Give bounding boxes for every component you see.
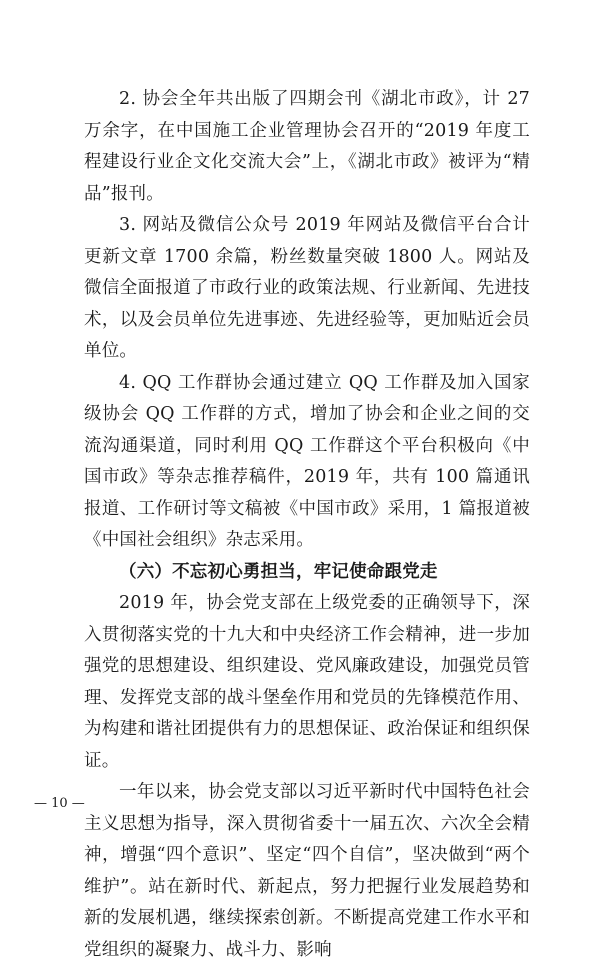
page-number: — 10 — <box>34 796 85 811</box>
paragraph-website-wechat: 3. 网站及微信公众号 2019 年网站及微信平台合计更新文章 1700 余篇，粉丝数量突破 1800 人。网站及微信全面报道了市政行业的政策法规、行业新闻、先进技术，以及会员单位先进事迹、先进经验等，更加贴近会员单位。 <box>84 215 530 361</box>
paragraph-qq-group: 4. QQ 工作群协会通过建立 QQ 工作群及加入国家级协会 QQ 工作群的方式，增加了协会和企业之间的交流沟通渠道，同时利用 QQ 工作群这个平台积极向《中国市政》等杂志推荐稿件，2019 年，共有 100 篇通讯报道、工作研讨等文稿被《中国市政》采用，1 篇报道被《中国社会组织》杂志采用。 <box>84 372 530 550</box>
paragraph-publication: 2. 协会全年共出版了四期会刊《湖北市政》，计 27 万余字，在中国施工企业管理协会召开的“2019 年度工程建设行业企文化交流大会”上，《湖北市政》被评为“精品”报刊。 <box>84 89 530 204</box>
section-heading: （六）不忘初心勇担当，牢记使命跟党走 <box>119 561 438 582</box>
document-body <box>84 84 530 966</box>
paragraph-year-review: 一年以来，协会党支部以习近平新时代中国特色社会主义思想为指导，深入贯彻省委十一届五次、六次全会精神，增强“四个意识”、坚定“四个自信”，坚决做到“两个维护”。站在新时代、新起点，努力把握行业发展趋势和新的发展机遇，继续探索创新。不断提高党建工作水平和党组织的凝聚力、战斗力、影响 <box>84 782 530 960</box>
paragraph-party-branch: 2019 年，协会党支部在上级党委的正确领导下，深入贯彻落实党的十九大和中央经济工作会精神，进一步加强党的思想建设、组织建设、党风廉政建设，加强党员管理、发挥党支部的战斗堡垒作用和党员的先锋模范作用、为构建和谐社团提供有力的思想保证、政治保证和组织保证。 <box>84 593 530 771</box>
